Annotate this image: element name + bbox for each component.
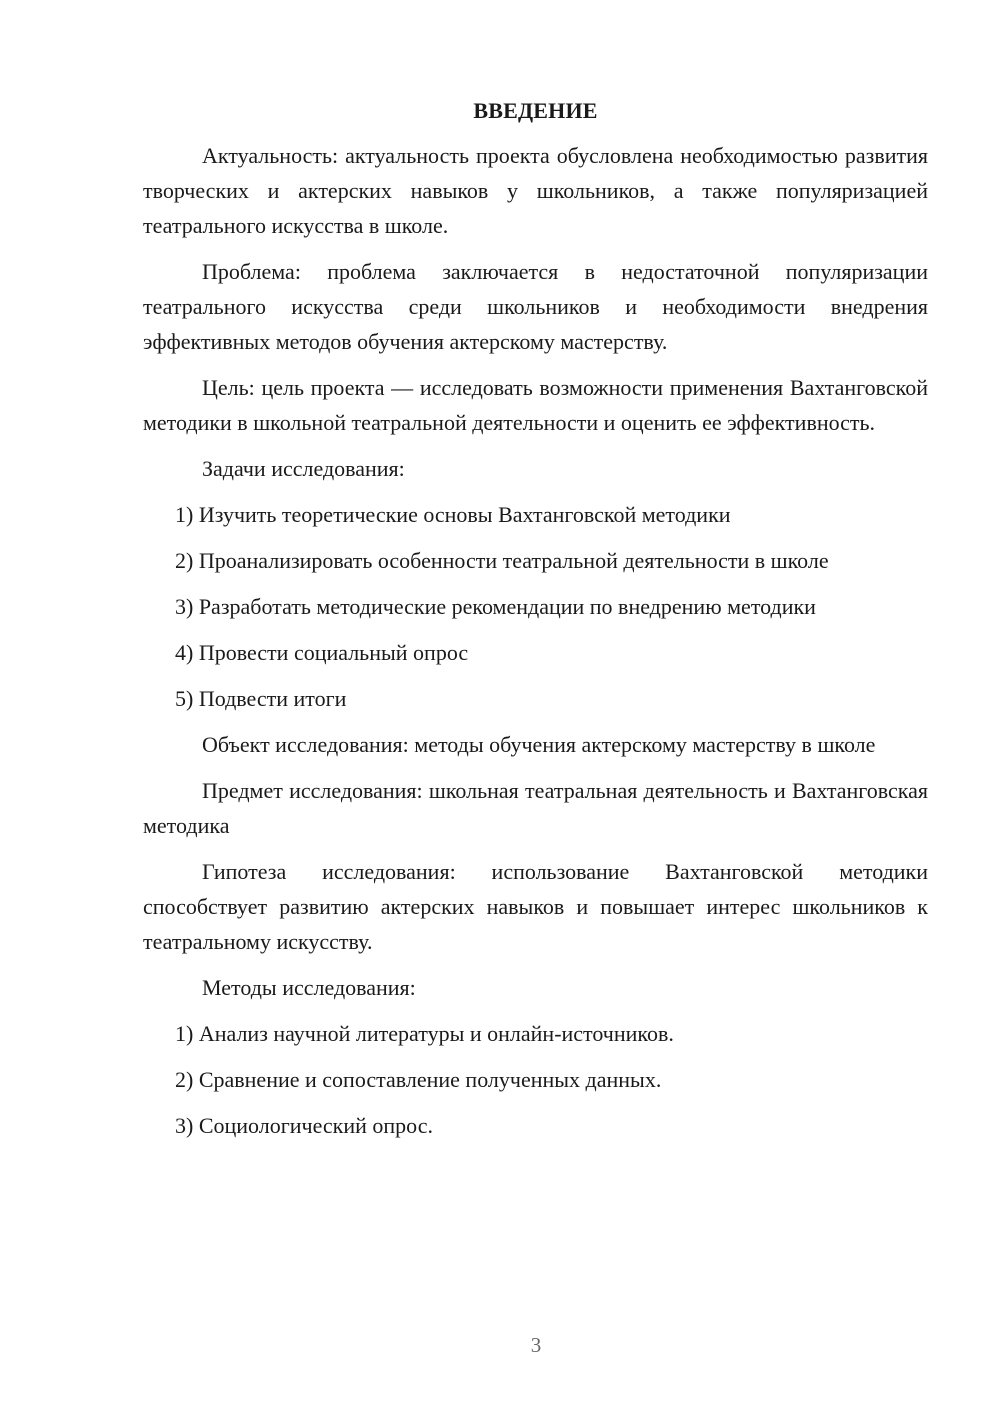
- section-title: ВВЕДЕНИЕ: [473, 98, 598, 123]
- tasks-list: [143, 497, 928, 716]
- task-item: 4) Провести социальный опрос: [175, 640, 469, 665]
- hypothesis-paragraph: Гипотеза исследования: использование Вахтанговской методики способствует развитию актерских навыков и повышает интерес школьников к театральному искусству.: [143, 859, 928, 954]
- method-item: 1) Анализ научной литературы и онлайн-источников.: [175, 1021, 674, 1046]
- page-content: [143, 93, 928, 1154]
- problem-paragraph: Проблема: проблема заключается в недостаточной популяризации театрального искусства среди школьников и необходимости внедрения эффективных методов обучения актерскому мастерству.: [143, 259, 928, 354]
- task-item: 3) Разработать методические рекомендации по внедрению методики: [175, 594, 816, 619]
- methods-list: [143, 1016, 928, 1143]
- method-item: 3) Социологический опрос.: [175, 1113, 433, 1138]
- task-item: 5) Подвести итоги: [175, 686, 347, 711]
- subject-paragraph: Предмет исследования: школьная театральная деятельность и Вахтанговская методика: [143, 778, 928, 838]
- page-number: 3: [530, 1333, 542, 1357]
- object-paragraph: Объект исследования: методы обучения актерскому мастерству в школе: [202, 732, 876, 757]
- methods-heading: Методы исследования:: [202, 975, 416, 1000]
- tasks-heading: Задачи исследования:: [202, 456, 405, 481]
- task-item: 2) Проанализировать особенности театральной деятельности в школе: [175, 548, 829, 573]
- task-item: 1) Изучить теоретические основы Вахтанговской методики: [175, 502, 731, 527]
- relevance-paragraph: Актуальность: актуальность проекта обусловлена необходимостью развития творческих и актерских навыков у школьников, а также популяризацией театрального искусства в школе.: [143, 143, 928, 238]
- method-item: 2) Сравнение и сопоставление полученных данных.: [175, 1067, 662, 1092]
- goal-paragraph: Цель: цель проекта — исследовать возможности применения Вахтанговской методики в школьной театральной деятельности и оценить ее эффективность.: [143, 375, 928, 435]
